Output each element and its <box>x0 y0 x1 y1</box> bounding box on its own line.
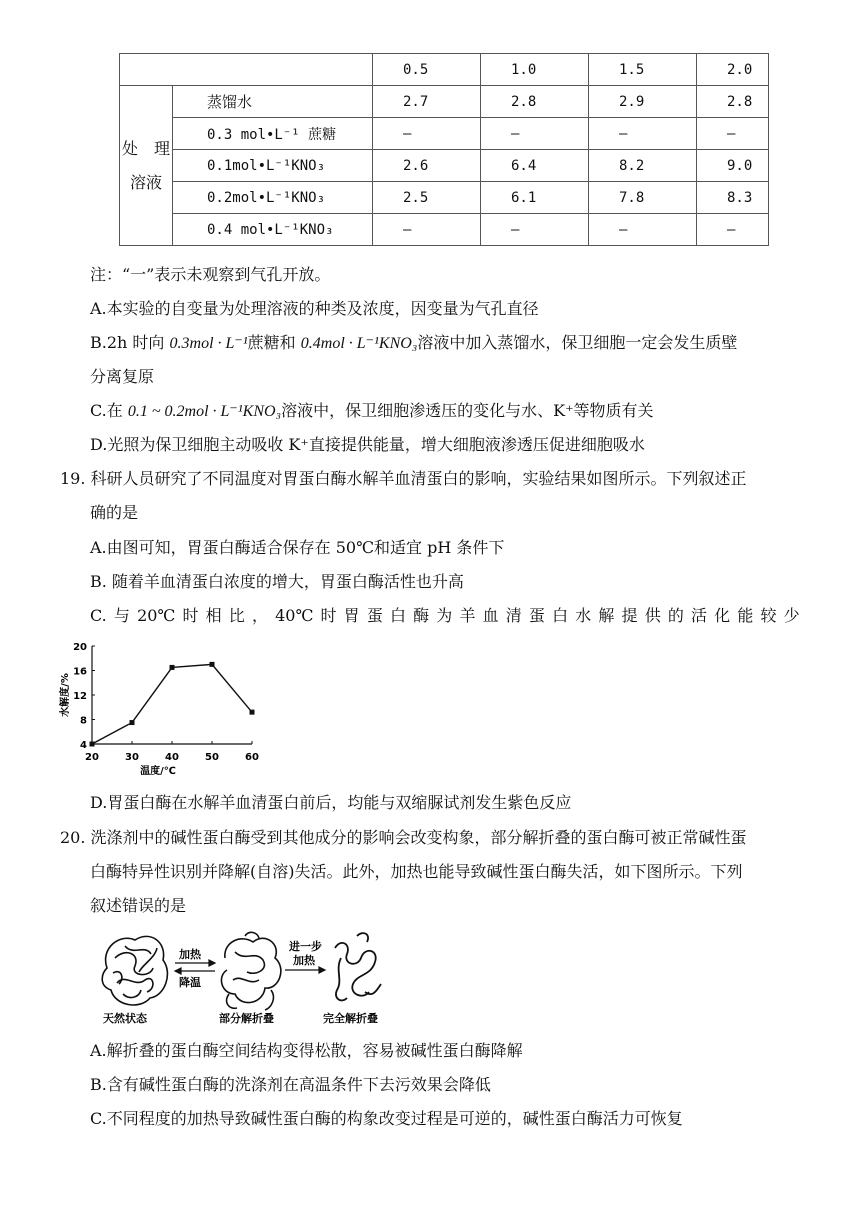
state-label-full: 完全解折叠 <box>323 1012 378 1025</box>
option-b: B.含有碱性蛋白酶的洗涤剂在高温条件下去污效果会降低 <box>90 1075 491 1094</box>
option-c-word: 蛋 <box>366 606 383 625</box>
option-c-word: 40℃ <box>275 606 314 625</box>
option-c-word: 清 <box>505 606 522 625</box>
table-row <box>120 86 769 118</box>
y-tick-label: 12 <box>73 691 87 702</box>
state-label-partial: 部分解折叠 <box>219 1012 274 1025</box>
stomata-data-table <box>119 53 769 246</box>
group-label-line: 溶液 <box>129 172 162 192</box>
table-row <box>120 214 769 246</box>
question-20-stem-continued: 叙述错误的是 <box>90 896 187 915</box>
native-protein-icon <box>102 936 167 1005</box>
table-corner-cell <box>120 54 373 86</box>
y-tick-label: 4 <box>80 740 87 751</box>
option-a: A.解折叠的蛋白酶空间结构变得松散，容易被碱性蛋白酶降解 <box>90 1041 523 1060</box>
option-c-word: ， <box>251 606 268 625</box>
option-c-word: 白 <box>552 606 569 625</box>
option-c-word: 白 <box>389 606 406 625</box>
option-c-word: 胃 <box>343 606 360 625</box>
x-tick-label: 20 <box>85 752 99 763</box>
x-tick-label: 60 <box>245 752 259 763</box>
option-c-word: 时 <box>320 606 337 625</box>
option-a: A.由图可知，胃蛋白酶适合保存在 50℃和适宜 pH 条件下 <box>90 538 505 557</box>
arrow-label-heat: 加热 <box>179 948 201 961</box>
table-cell: 2.8 <box>697 86 769 118</box>
arrow-label-heat-2: 加热 <box>293 954 315 967</box>
row-label: 0.4 mol•L⁻¹KNO₃ <box>173 214 373 246</box>
table-row <box>120 150 769 182</box>
option-c-word: 解 <box>598 606 615 625</box>
arrow-label-cool: 降温 <box>179 976 201 989</box>
table-header-cell: 2.0 <box>697 54 769 86</box>
option-c-word: 化 <box>714 606 731 625</box>
math-expression: 0.1 ~ 0.2mol · L⁻¹KNO₃ <box>127 403 282 420</box>
table-cell: 2.7 <box>373 86 481 118</box>
table-cell: — <box>481 118 589 150</box>
math-expression: 0.3mol · L⁻¹ <box>169 335 248 352</box>
row-label: 蒸馏水 <box>173 86 373 118</box>
x-tick-label: 30 <box>125 752 139 763</box>
table-cell: 8.3 <box>697 182 769 214</box>
table-cell: — <box>373 214 481 246</box>
further-heating-arrow <box>285 967 325 973</box>
option-a: A.本实验的自变量为处理溶液的种类及浓度，因变量为气孔直径 <box>90 299 539 318</box>
option-c-word: 酶 <box>413 606 430 625</box>
option-c-word: 时 <box>182 606 199 625</box>
option-b-text: 溶液中加入蒸馏水，保卫细胞一定会发生质壁 <box>417 333 738 352</box>
option-c-word: 为 <box>436 606 453 625</box>
option-c-word: 羊 <box>459 606 476 625</box>
table-header-cell: 0.5 <box>373 54 481 86</box>
option-b-text: 蔗糖和 <box>247 333 296 352</box>
option-b-continued: 分离复原 <box>90 367 155 386</box>
option-c-word: 相 <box>205 606 222 625</box>
option-c-word: 较 <box>760 606 777 625</box>
hydrolysis-chart <box>58 636 268 776</box>
state-label-native: 天然状态 <box>103 1012 147 1025</box>
option-c-word: 比 <box>228 606 245 625</box>
option-c: C.不同程度的加热导致碱性蛋白酶的构象改变过程是可逆的，碱性蛋白酶活力可恢复 <box>90 1109 683 1128</box>
table-cell: 9.0 <box>697 150 769 182</box>
series-line <box>92 664 252 744</box>
table-cell: 6.1 <box>481 182 589 214</box>
question-20-stem: 20. 洗涤剂中的碱性蛋白酶受到其他成分的影响会改变构象，部分解折叠的蛋白酶可被正常碱性蛋 <box>60 828 747 847</box>
option-c-word: 水 <box>575 606 592 625</box>
option-c-word: 血 <box>482 606 499 625</box>
option-d: D.胃蛋白酶在水解羊血清蛋白前后，均能与双缩脲试剂发生紫色反应 <box>90 793 572 812</box>
x-axis-label: 温度/℃ <box>140 766 176 776</box>
treatment-group-label <box>120 86 173 246</box>
data-point <box>210 662 215 667</box>
option-d: D.光照为保卫细胞主动吸收 K⁺直接提供能量，增大细胞液渗透压促进细胞吸水 <box>90 435 645 454</box>
y-tick-label: 8 <box>80 715 87 727</box>
table-row <box>120 182 769 214</box>
option-c-text: C.在 <box>90 401 123 420</box>
option-c-word: 少 <box>783 606 800 625</box>
table-cell: — <box>697 214 769 246</box>
y-tick-label: 16 <box>73 666 87 678</box>
option-c-word: 活 <box>691 606 708 625</box>
option-c-word: 的 <box>667 606 684 625</box>
table-cell: — <box>589 118 697 150</box>
option-b-text: B.2h 时向 <box>90 333 165 352</box>
question-20-stem-continued: 白酶特异性识别并降解(自溶)失活。此外，加热也能导致碱性蛋白酶失活，如下图所示。下列 <box>90 862 743 881</box>
row-label: 0.3 mol•L⁻¹ 蔗糖 <box>173 118 373 150</box>
y-axis-label: 水解度/% <box>60 673 71 717</box>
option-c <box>90 605 800 627</box>
option-b <box>90 332 737 355</box>
table-cell: 2.8 <box>481 86 589 118</box>
arrow-label-further: 进一步 <box>289 940 322 953</box>
group-label-line: 处 理 <box>121 138 170 158</box>
table-cell: 2.5 <box>373 182 481 214</box>
table-cell: 8.2 <box>589 150 697 182</box>
table-header-row <box>120 54 769 86</box>
table-cell: — <box>481 214 589 246</box>
x-tick-label: 40 <box>165 752 179 763</box>
option-c-word: 能 <box>737 606 754 625</box>
table-cell: 2.6 <box>373 150 481 182</box>
table-cell: — <box>589 214 697 246</box>
option-c-word: 20℃ <box>137 606 176 625</box>
question-19-stem-continued: 确的是 <box>90 503 139 522</box>
table-cell: — <box>697 118 769 150</box>
table-header-cell: 1.5 <box>589 54 697 86</box>
data-point <box>130 720 135 725</box>
partially-unfolded-protein-icon <box>221 932 280 1010</box>
y-tick-label: 20 <box>73 642 87 653</box>
protein-unfolding-diagram <box>95 928 395 1028</box>
math-expression: 0.4mol · L⁻¹KNO₃ <box>300 335 418 352</box>
option-c-word: 提 <box>621 606 638 625</box>
x-tick-label: 50 <box>205 752 219 763</box>
table-header-cell: 1.0 <box>481 54 589 86</box>
data-point <box>170 665 175 670</box>
option-c-word: C. <box>90 606 107 625</box>
row-label: 0.1mol•L⁻¹KNO₃ <box>173 150 373 182</box>
data-point <box>90 742 95 747</box>
option-c-word: 供 <box>644 606 661 625</box>
table-cell: 6.4 <box>481 150 589 182</box>
fully-unfolded-protein-icon <box>335 933 381 1000</box>
option-b: B. 随着羊血清蛋白浓度的增大，胃蛋白酶活性也升高 <box>90 572 464 591</box>
option-c-word: 蛋 <box>528 606 545 625</box>
table-cell: — <box>373 118 481 150</box>
option-c-text: 溶液中，保卫细胞渗透压的变化与水、K⁺等物质有关 <box>281 401 654 420</box>
table-row <box>120 118 769 150</box>
table-note: 注：“一”表示未观察到气孔开放。 <box>90 265 331 284</box>
row-label: 0.2mol•L⁻¹KNO₃ <box>173 182 373 214</box>
reversible-arrow <box>175 960 215 974</box>
table-cell: 2.9 <box>589 86 697 118</box>
question-19-stem: 19. 科研人员研究了不同温度对胃蛋白酶水解羊血清蛋白的影响，实验结果如图所示。下列叙述正 <box>60 469 747 488</box>
option-c <box>90 400 654 423</box>
data-point <box>250 710 255 715</box>
option-c-word: 与 <box>113 606 130 625</box>
table-cell: 7.8 <box>589 182 697 214</box>
